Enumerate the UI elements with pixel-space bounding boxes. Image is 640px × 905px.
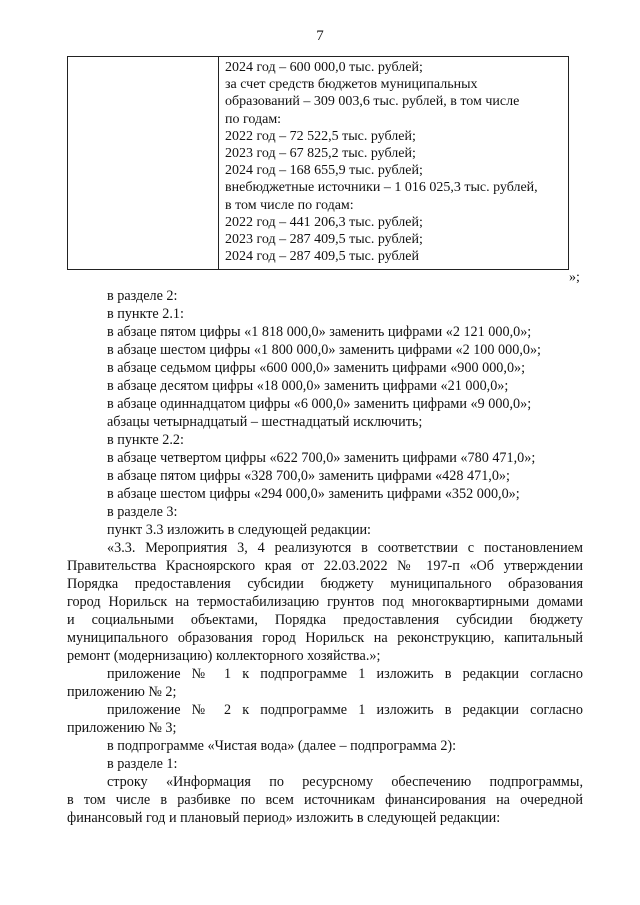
body-line: ремонт (модернизацию) коллекторного хозяйства.»; <box>67 648 381 664</box>
body-line: «3.3. Мероприятия 3, 4 реализуются в соответствии с постановлением <box>107 540 583 556</box>
body-line: приложение № 2 к подпрограмме 1 изложить в редакции согласно <box>107 702 583 718</box>
body-line: в пункте 2.2: <box>107 432 184 448</box>
body-line: в абзаце пятом цифры «1 818 000,0» заменить цифрами «2 121 000,0»; <box>107 324 532 340</box>
body-line: город Норильск на термостабилизацию грунтов под многоквартирными домами <box>67 594 583 610</box>
body-line: приложение № 1 к подпрограмме 1 изложить в редакции согласно <box>107 666 583 682</box>
body-line: приложению № 3; <box>67 720 177 736</box>
body-line: в разделе 2: <box>107 288 178 304</box>
body-line: в абзаце седьмом цифры «600 000,0» заменить цифрами «900 000,0»; <box>107 360 526 376</box>
table-right-cell <box>225 59 565 265</box>
table-line: 2024 год – 168 655,9 тыс. рублей; <box>225 163 423 179</box>
body-line: в абзаце пятом цифры «328 700,0» заменить цифрами «428 471,0»; <box>107 468 510 484</box>
body-line: в абзаце десятом цифры «18 000,0» заменить цифрами «21 000,0»; <box>107 378 509 394</box>
closing-quote: »; <box>569 270 580 285</box>
table-line: 2023 год – 67 825,2 тыс. рублей; <box>225 146 416 162</box>
body-line: Порядка предоставления субсидии бюджету муниципального образования <box>67 576 583 592</box>
table-line: внебюджетные источники – 1 016 025,3 тыс. рублей, <box>225 180 538 196</box>
body-line: Правительства Красноярского края от 22.03.2022 № 197-п «Об утверждении <box>67 558 583 574</box>
body-line: в том числе в разбивке по всем источникам финансирования на очередной <box>67 792 583 808</box>
table-line: 2022 год – 441 206,3 тыс. рублей; <box>225 214 423 230</box>
table-line: за счет средств бюджетов муниципальных <box>225 77 478 93</box>
table-line: 2023 год – 287 409,5 тыс. рублей; <box>225 232 423 248</box>
table-line: в том числе по годам: <box>225 197 354 213</box>
body-line: в пункте 2.1: <box>107 306 184 322</box>
body-line: в абзаце шестом цифры «294 000,0» заменить цифрами «352 000,0»; <box>107 486 520 502</box>
table-line: 2022 год – 72 522,5 тыс. рублей; <box>225 128 416 144</box>
body-line: строку «Информация по ресурсному обеспечению подпрограммы, <box>107 774 583 790</box>
body-line: в абзаце четвертом цифры «622 700,0» заменить цифрами «780 471,0»; <box>107 450 536 466</box>
body-line: абзацы четырнадцатый – шестнадцатый исключить; <box>107 414 423 430</box>
table-line: по годам: <box>225 111 282 127</box>
body-line: в абзаце одиннадцатом цифры «6 000,0» заменить цифрами «9 000,0»; <box>107 396 532 412</box>
body-line: в абзаце шестом цифры «1 800 000,0» заменить цифрами «2 100 000,0»; <box>107 342 541 358</box>
funding-table <box>67 56 569 270</box>
table-left-cell <box>68 57 219 269</box>
table-line: 2024 год – 600 000,0 тыс. рублей; <box>225 60 423 75</box>
body-line: пункт 3.3 изложить в следующей редакции: <box>107 522 371 538</box>
table-line: 2024 год – 287 409,5 тыс. рублей <box>225 249 419 265</box>
body-line: в разделе 3: <box>107 504 178 520</box>
body-line: муниципального образования город Норильск на реконструкцию, капитальный <box>67 630 583 646</box>
body-line: в подпрограмме «Чистая вода» (далее – подпрограмма 2): <box>107 738 457 754</box>
body-line: финансовый год и плановый период» изложить в следующей редакции: <box>67 810 501 826</box>
page-number: 7 <box>316 28 324 44</box>
table-line: образований – 309 003,6 тыс. рублей, в том числе <box>225 94 520 110</box>
body-line: в разделе 1: <box>107 756 178 772</box>
body-line: и социальными объектами, Порядка предоставления субсидии бюджету <box>67 612 583 628</box>
body-line: приложению № 2; <box>67 684 177 700</box>
